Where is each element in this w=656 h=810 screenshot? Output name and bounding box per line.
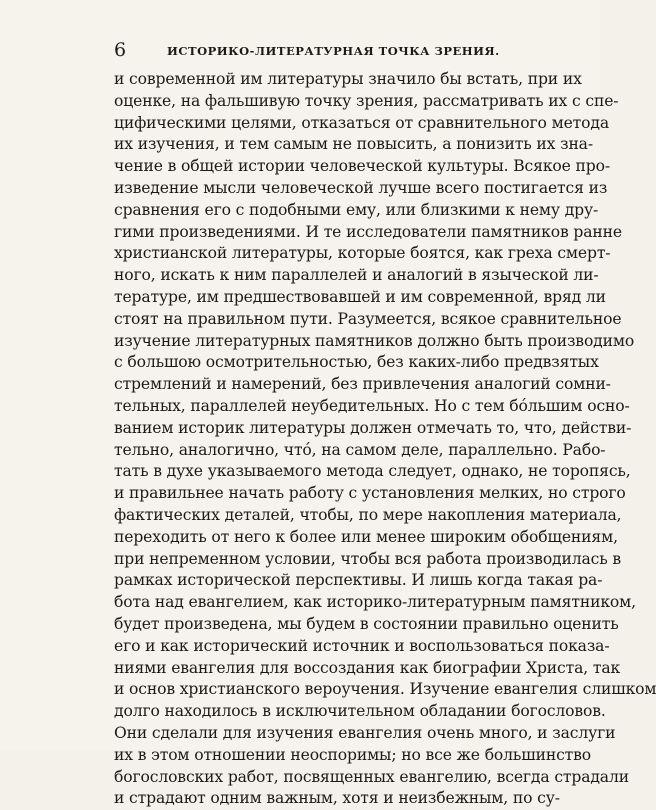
text-line: ванием историк литературы должен отмечать то, что, действи- <box>114 418 632 437</box>
text-line: при непременном условии, чтобы вся работа производилась в <box>114 549 622 568</box>
text-line: ного, искать к ним параллелей и аналогий в языческой ли- <box>114 266 599 285</box>
page-header <box>0 38 600 62</box>
text-line: ниями евангелия для воссоздания как биографии Христа, так <box>114 658 621 677</box>
text-line: стремлений и намерений, без привлечения аналогий сомни- <box>114 375 611 394</box>
text-line: чение в общей истории человеческой культуры. Всякое про- <box>114 157 610 176</box>
text-line: тать в духе указываемого метода следует, однако, не торопясь, <box>114 462 631 481</box>
text-line: и современной им литературы значило бы встать, при их <box>114 70 582 88</box>
text-line: их в этом отношении неоспоримы; но все же большинство <box>114 745 592 764</box>
text-line: долго находилось в исключительном обладании богословов. <box>114 702 606 721</box>
text-line: и страдают одним важным, хотя и неизбежным, по су- <box>114 789 560 808</box>
text-line: гими произведениями. И те исследователи памятников ранне <box>114 222 622 241</box>
text-line: их изучения, и тем самым не повысить, а понизить их зна- <box>114 135 593 154</box>
text-line: христианской литературы, которые боятся, как греха смерт- <box>114 244 611 263</box>
text-line: тельно, аналогично, что́, на самом деле, параллельно. Рабо- <box>114 440 606 459</box>
text-line: Они сделали для изучения евангелия очень много, и заслуги <box>114 723 616 742</box>
text-line: оценке, на фальшивую точку зрения, рассматривать их с спе- <box>114 91 619 110</box>
text-line: бота над евангелием, как историко-литературным памятником, <box>114 593 636 612</box>
text-line: переходить от него к более или менее широким обобщениям, <box>114 527 618 546</box>
text-line: тельных, параллелей неубедительных. Но с тем бо́льшим осно- <box>114 396 630 415</box>
page-number: 6 <box>114 39 127 61</box>
text-line: цифическими целями, отказаться от сравнительного метода <box>114 113 609 132</box>
text-line: с большою осмотрительностью, без каких-либо предвзятых <box>114 353 599 372</box>
text-line: рамках исторической перспективы. И лишь когда такая ра- <box>114 571 603 590</box>
text-line: изучение литературных памятников должно быть производимо <box>114 331 635 350</box>
text-line: тературе, им предшествовавшей и им современной, вряд ли <box>114 287 606 306</box>
text-line: стоят на правильном пути. Разумеется, всякое сравнительное <box>114 309 622 328</box>
text-line: сравнения его с подобными ему, или близкими к нему дру- <box>114 200 599 219</box>
text-line: и правильнее начать работу с установления мелких, но строго <box>114 484 626 503</box>
running-title: ИСТОРИКО-ЛИТЕРАТУРНАЯ ТОЧКА ЗРЕНИЯ. <box>167 44 500 58</box>
text-line: будет произведена, мы будем в состоянии правильно оценить <box>114 614 619 633</box>
text-line: и основ христианского вероучения. Изучение евангелия слишком <box>114 680 656 699</box>
body-text <box>114 69 656 810</box>
text-line: фактических деталей, чтобы, по мере накопления материала, <box>114 505 622 524</box>
text-line: богословских работ, посвященных евангелию, всегда страдали <box>114 767 629 786</box>
text-line: его и как исторический источник и воспользоваться показа- <box>114 636 610 655</box>
text-line: изведение мысли человеческой лучше всего постигается из <box>114 178 608 197</box>
